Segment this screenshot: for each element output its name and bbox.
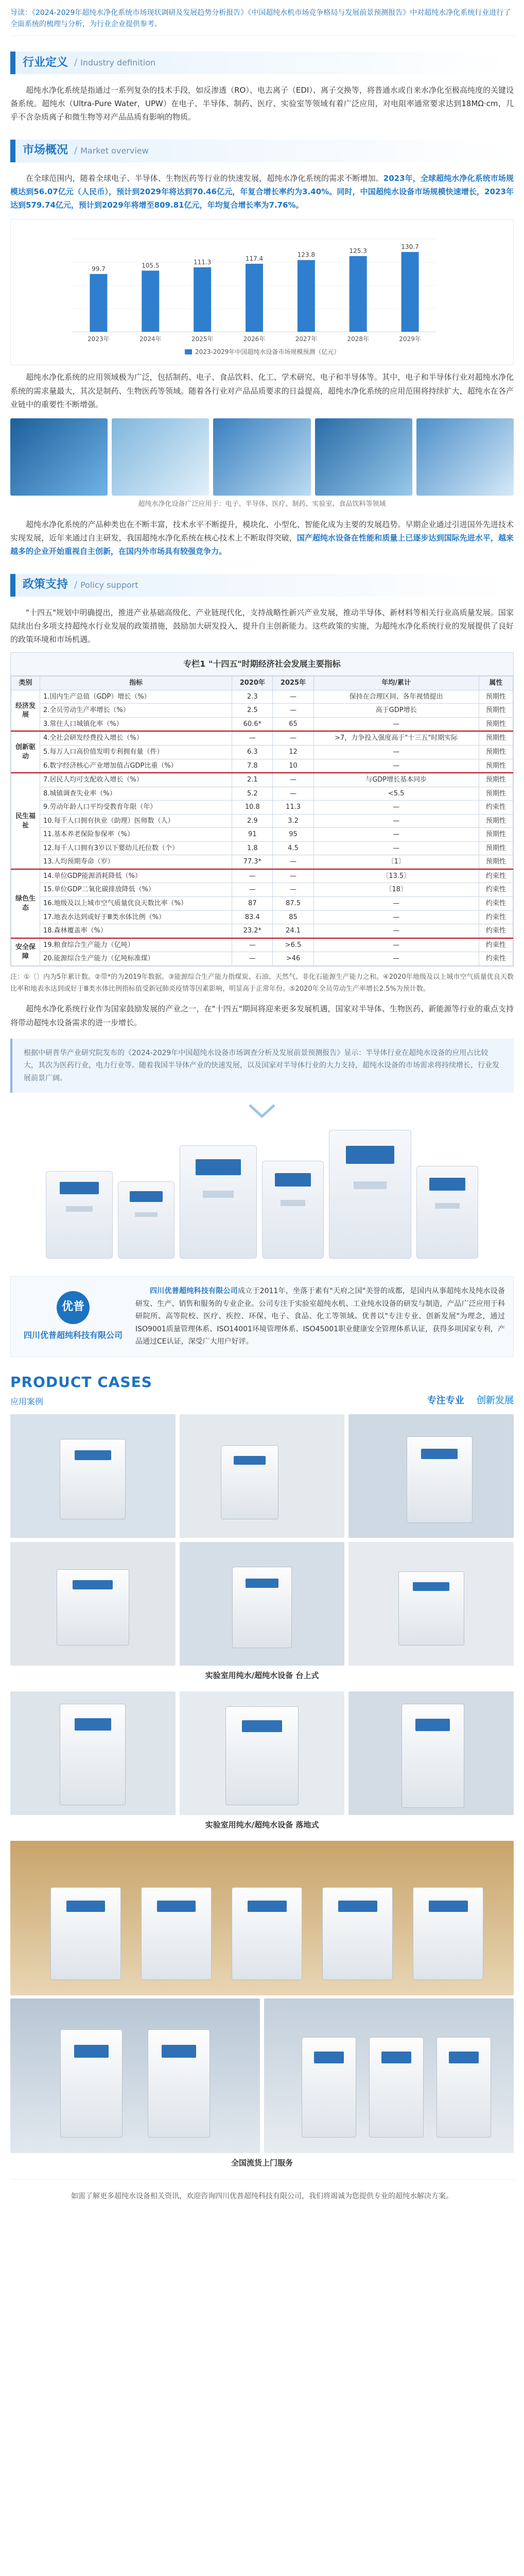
- case-photo: [10, 1691, 176, 1815]
- table-header-cell: 指标: [40, 676, 232, 690]
- section-header-policy: [10, 574, 514, 597]
- table-cell: —: [273, 690, 313, 704]
- cases-header: [10, 1369, 514, 1409]
- company-intro: [10, 1276, 514, 1357]
- product-device: [46, 1171, 113, 1259]
- table-cell: 预期性: [479, 841, 513, 855]
- images-caption: 超纯水净化设备广泛应用于：电子、半导体、医疗、制药、实验室、食品饮料等领域: [138, 500, 386, 509]
- table-cell: —: [273, 787, 313, 801]
- table-cell: 〔13.5〕: [313, 869, 479, 883]
- table-cell: 13.人均预期寿命（岁）: [40, 855, 232, 869]
- delivery-photo: [10, 1998, 260, 2153]
- policy-paragraph-1: "十四五"规划中明确提出，推进产业基础高级化、产业链现代化，支持战略性新兴产业发展，推动半导体、新材料等相关行业高质量发展。国家陆续出台多项支持超纯水行业发展的政策措施，鼓励加大研发投入，提升自主创新能力。这些政策的实施，为超纯水净化系统行业的发展提供了良好的政策环境和市场机遇。: [10, 607, 514, 645]
- table-cell: —: [232, 731, 273, 745]
- product-device: [329, 1130, 411, 1259]
- table-cell: 23.2*: [232, 924, 273, 938]
- table-row: [11, 773, 513, 787]
- table-cell: 约束性: [479, 801, 513, 815]
- table-cell: —: [313, 841, 479, 855]
- product-device: [416, 1166, 478, 1259]
- table-cell: 87: [232, 897, 273, 911]
- table-cell: 91: [232, 828, 273, 842]
- case-gallery-benchtop: [10, 1414, 514, 1666]
- table-row: [11, 952, 513, 966]
- data-label: 117.4: [245, 255, 264, 263]
- application-image-lab: [112, 418, 209, 496]
- table-cell: 14.单位GDP能源消耗降低（%）: [40, 869, 232, 883]
- table-cell: 4.5: [273, 841, 313, 855]
- table-cell: —: [273, 773, 313, 787]
- company-name-inline: 四川优普超纯科技有限公司: [150, 1287, 238, 1296]
- bar-chart: [11, 224, 513, 363]
- section-title-cn: 市场概况: [23, 144, 68, 157]
- market-text: 在全球范围内，随着全球电子、半导体、生物医药等行业的快速发展，超纯水净化系统的需求不断增加。: [26, 173, 383, 183]
- table-category-cell: 民生福祉: [11, 773, 40, 869]
- table-header-cell: 2025年: [273, 676, 313, 690]
- section-bar: [10, 574, 15, 597]
- definition-paragraph: 超纯水净化系统是指通过一系列复杂的技术手段，如反渗透（RO）、电去离子（EDI）、离子交换等，将普通水或自来水净化至极高纯度的关键设备系统。超纯水（Ultra-Pure Water，UPW）在电子、半导体、制药、医疗、实验室等领域有着广泛应用，对电阻率通常要求达到18MΩ·cm，几乎不含杂质离子和微生物等对产品品质有影响的物质。: [10, 85, 514, 122]
- company-logo: [19, 1285, 127, 1348]
- chart-bar: [142, 271, 159, 332]
- table-cell: 1.8: [232, 841, 273, 855]
- table-row: [11, 855, 513, 869]
- legend-swatch: [185, 349, 192, 354]
- chart-bar: [350, 256, 367, 332]
- table-cell: 2.5: [232, 704, 273, 718]
- table-cell: 10: [273, 759, 313, 773]
- table-cell: 约束性: [479, 869, 513, 883]
- table-cell: —: [313, 952, 479, 966]
- table-category-cell: 经济发展: [11, 690, 40, 731]
- section-bar: [10, 140, 15, 162]
- product-device: [180, 1145, 257, 1259]
- table-cell: 约束性: [479, 952, 513, 966]
- table-cell: —: [273, 731, 313, 745]
- application-image-food: [416, 418, 514, 496]
- table-row: [11, 787, 513, 801]
- table-row: [11, 717, 513, 731]
- section-title-en: Market overview: [80, 145, 149, 156]
- table-cell: —: [273, 855, 313, 869]
- table-cell: 预期性: [479, 731, 513, 745]
- case-photo: [180, 1691, 345, 1815]
- table-header-cell: 属性: [479, 676, 513, 690]
- application-image-pharma: [213, 418, 310, 496]
- policy-paragraph-2: 超纯水净化系统行业作为国家鼓励发展的产业之一，在"十四五"期间将迎来更多发展机遇，国家对半导体、生物医药、新能源等行业的重点支持将带动超纯水设备需求的进一步增长。: [10, 1004, 514, 1027]
- table-row: [11, 759, 513, 773]
- table-cell: >6.5: [273, 938, 313, 952]
- section-title-cn: 行业定义: [23, 56, 68, 69]
- x-tick-label: 2027年: [295, 335, 318, 343]
- table-cell: —: [313, 828, 479, 842]
- market-highlight: 国产超纯水设备在性能和质量上已逐步达到国际先进水平，越来越多的企业开始重视自主创新，在国内外市场具有较强竞争力。: [10, 533, 514, 556]
- product-device: [262, 1161, 324, 1259]
- table-cell: 预期性: [479, 787, 513, 801]
- table-cell: 2.1: [232, 773, 273, 787]
- gallery-caption: 全国流货上门服务: [231, 2158, 293, 2168]
- table-cell: —: [313, 745, 479, 759]
- table-cell: —: [232, 883, 273, 897]
- table-row: [11, 704, 513, 718]
- table-cell: 7.居民人均可支配收入增长（%）: [40, 773, 232, 787]
- chart-bar: [298, 260, 315, 332]
- table-cell: 19.粮食综合生产能力（亿吨）: [40, 938, 232, 952]
- table-cell: —: [313, 897, 479, 911]
- table-cell: 6.数字经济核心产业增加值占GDP比重（%）: [40, 759, 232, 773]
- table-cell: 6.3: [232, 745, 273, 759]
- table-body: [11, 690, 513, 965]
- table-cell: —: [313, 910, 479, 924]
- delivery-gallery: [10, 1998, 514, 2153]
- table-cell: 77.3*: [232, 855, 273, 869]
- table-cell: 2.全员劳动生产率增长（%）: [40, 704, 232, 718]
- gallery-caption: 实验室用纯水/超纯水设备 台上式: [205, 1670, 319, 1680]
- section-title-en: Industry definition: [80, 57, 156, 67]
- table-row: [11, 910, 513, 924]
- footer-text: 如需了解更多超纯水设备相关资讯，欢迎咨询四川优普超纯科技有限公司，我们将竭诚为您提供专业的超纯水解决方案。: [10, 2179, 514, 2218]
- table-category-cell: 绿色生态: [11, 869, 40, 938]
- table-cell: 12.每千人口拥有3岁以下婴幼儿托位数（个）: [40, 841, 232, 855]
- table-cell: 预期性: [479, 745, 513, 759]
- table-cell: 4.全社会研发经费投入增长（%）: [40, 731, 232, 745]
- table-cell: 9.劳动年龄人口平均受教育年限（年）: [40, 801, 232, 815]
- chart-bar: [90, 274, 107, 332]
- table-row: [11, 801, 513, 815]
- table-cell: 〔18〕: [313, 883, 479, 897]
- table-header-cell: 类别: [11, 676, 40, 690]
- company-desc-text: 成立于2011年，坐落于素有"天府之国"美誉的成都，是国内从事超纯水及纯水设备研发、生产、销售和服务的专业企业。公司专注于实验室超纯水机、工业纯水设备的研发与制造，产品广泛应用于科研院所、高等院校、医疗、疾控、环保、电子、食品、化工等领域。优普以"专注专业、创新发展"为理念，通过ISO9001质量管理体系、ISO14001环境管理体系、ISO45001职业健康安全管理体系认证，获得多项国家专利，产品通过CE认证，深受广大用户好评。: [135, 1287, 505, 1346]
- case-photo: [348, 1414, 514, 1538]
- data-label: 105.5: [142, 262, 160, 269]
- table-cell: —: [313, 801, 479, 815]
- table-cell: 24.1: [273, 924, 313, 938]
- x-tick-label: 2025年: [191, 335, 214, 343]
- table-cell: 与GDP增长基本同步: [313, 773, 479, 787]
- cases-title-cn: 应用案例: [10, 1396, 44, 1406]
- cases-title-en: PRODUCT CASES: [10, 1373, 152, 1391]
- table-row: [11, 690, 513, 704]
- case-photo: [180, 1414, 345, 1538]
- table-cell: 5.2: [232, 787, 273, 801]
- table-cell: 5.每万人口高价值发明专利拥有量（件）: [40, 745, 232, 759]
- table-row: [11, 828, 513, 842]
- table-cell: 7.8: [232, 759, 273, 773]
- table-cell: 约束性: [479, 910, 513, 924]
- table-cell: 预期性: [479, 855, 513, 869]
- legend-label: 2023-2029年中国超纯水设备市场规模预测（亿元）: [195, 348, 340, 356]
- table-note: 注：①〔〕内为5年累计数。②带*的为2019年数据。③能源综合生产能力指煤炭、石油、天然气、非化石能源生产能力之和。④2020年地级及以上城市空气质量优良天数比率和地表水达到或好于Ⅲ类水体比例指标值受新冠肺炎疫情等因素影响，明显高于正常年份。⑤2020年全员劳动生产率增长2.5%为预计数。: [10, 973, 514, 993]
- table-cell: —: [313, 759, 479, 773]
- table-cell: 83.4: [232, 910, 273, 924]
- table-cell: —: [313, 717, 479, 731]
- section-divider-icon: /: [74, 145, 78, 156]
- company-name: 四川优普超纯科技有限公司: [23, 1330, 123, 1340]
- table-row: [11, 883, 513, 897]
- table-row: [11, 938, 513, 952]
- table-category-cell: 安全保障: [11, 938, 40, 966]
- data-label: 111.3: [193, 259, 212, 266]
- table-cell: —: [313, 814, 479, 828]
- table-cell: 85: [273, 910, 313, 924]
- table-cell: —: [313, 938, 479, 952]
- chart-bar: [401, 252, 419, 332]
- market-paragraph-1: [10, 172, 514, 212]
- case-photo: [10, 1414, 176, 1538]
- data-label: 99.7: [92, 265, 106, 273]
- table-cell: 3.2: [273, 814, 313, 828]
- table-cell: 高于GDP增长: [313, 704, 479, 718]
- section-header-definition: [10, 52, 514, 74]
- cases-slogans: [418, 1393, 514, 1409]
- table-cell: —: [273, 883, 313, 897]
- table-cell: 约束性: [479, 938, 513, 952]
- slogan: 创新发展: [477, 1395, 514, 1406]
- table-cell: 预期性: [479, 773, 513, 787]
- section-divider-icon: /: [74, 579, 78, 590]
- slogan: 专注专业: [427, 1395, 464, 1406]
- section-divider-icon: /: [74, 57, 78, 69]
- table-cell: 1.国内生产总值（GDP）增长（%）: [40, 690, 232, 704]
- table-cell: 18.森林覆盖率（%）: [40, 924, 232, 938]
- market-paragraph-2: 超纯水净化系统的应用领域极为广泛，包括制药、电子、食品饮料、化工、学术研究、电子和半导体等。其中，电子和半导体行业对超纯水净化系统的需求量最大，其次是制药、生物医药等领域。随着各行业对产品品质要求的日益提高，超纯水净化系统的应用范围将持续扩大，超纯水在各产业链中的重要性不断增强。: [10, 372, 514, 409]
- table-category-cell: 创新驱动: [11, 731, 40, 773]
- table-cell: 8.城镇调查失业率（%）: [40, 787, 232, 801]
- research-quote: 根据中研普华产业研究院发布的《2024-2029年中国超纯水设备市场调查分析及发展前景预测报告》显示：半导体行业在超纯水设备的应用占比较大，其次为医药行业，电力行业等。随着我国半导体产业的快速发展，以及国家对半导体行业的大力支持，超纯水设备的市场需求将持续增长，行业发展前景广阔。: [10, 1039, 514, 1093]
- data-label: 130.7: [401, 243, 419, 251]
- table-cell: 65: [273, 717, 313, 731]
- table-cell: 约束性: [479, 883, 513, 897]
- table-row: [11, 924, 513, 938]
- table-cell: 2.3: [232, 690, 273, 704]
- market-paragraph-3: [10, 518, 514, 558]
- product-lineup: [10, 1125, 514, 1269]
- table-cell: 3.常住人口城镇化率（%）: [40, 717, 232, 731]
- table-title: 专栏1 "十四五"时期经济社会发展主要指标: [11, 653, 513, 676]
- table-cell: 11.3: [273, 801, 313, 815]
- table-row: [11, 841, 513, 855]
- section-header-market: [10, 140, 514, 162]
- table-cell: 87.5: [273, 897, 313, 911]
- table-cell: 16.地级及以上城市空气质量优良天数比率（%）: [40, 897, 232, 911]
- gallery-caption: 实验室用纯水/超纯水设备 落地式: [205, 1820, 319, 1830]
- table-cell: 20.能源综合生产能力（亿吨标准煤）: [40, 952, 232, 966]
- data-label: 125.3: [349, 247, 367, 255]
- company-description: [135, 1285, 505, 1348]
- table-cell: 预期性: [479, 690, 513, 704]
- section-bar: [10, 52, 15, 74]
- case-photo: [348, 1542, 514, 1666]
- x-tick-label: 2026年: [243, 335, 266, 343]
- table-cell: >46: [273, 952, 313, 966]
- data-label: 123.8: [297, 251, 316, 259]
- table-cell: —: [232, 952, 273, 966]
- table-cell: 95: [273, 828, 313, 842]
- table-row: [11, 814, 513, 828]
- table-cell: 15.单位GDP二氧化碳排放降低（%）: [40, 883, 232, 897]
- table-cell: —: [273, 704, 313, 718]
- product-device: [118, 1181, 174, 1259]
- table-row: [11, 869, 513, 883]
- delivery-photo: [264, 1998, 514, 2153]
- market-highlight: 2023年，全球超纯水净化系统市场规模达到56.07亿元（人民币），预计到2029年将达到70.46亿元，年复合增长率约为3.40%。同时，中国超纯水设备市场规模快速增长，2023年达到579.74亿元，预计到2029年将增至809.81亿元，年均复合增长率为7.76%。: [10, 173, 514, 210]
- case-photo: [348, 1691, 514, 1815]
- table-cell: —: [232, 869, 273, 883]
- logo-mark: 优普: [57, 1291, 90, 1324]
- table-cell: 12: [273, 745, 313, 759]
- case-photo: [180, 1542, 345, 1666]
- case-gallery-floor: [10, 1691, 514, 1815]
- table-cell: 11.基本养老保险参保率（%）: [40, 828, 232, 842]
- chart-bar: [194, 267, 211, 332]
- chart-bar: [246, 264, 263, 332]
- table-cell: >7，力争投入强度高于"十三五"时期实际: [313, 731, 479, 745]
- table-cell: 预期性: [479, 814, 513, 828]
- indicator-table: [10, 652, 514, 966]
- x-tick-label: 2029年: [399, 335, 421, 343]
- x-tick-label: 2023年: [88, 335, 110, 343]
- chevron-down-icon: [10, 1103, 514, 1118]
- market-text: 超纯水净化系统的产品种类也在不断丰富，技术水平不断提升，模块化、小型化、智能化成为主要的发展趋势。早期企业通过引进国外先进技术实现发展，近年来通过自主研发，我国超纯水净化系统在核心技术上不断取得突破，: [10, 519, 514, 543]
- table-cell: 预期性: [479, 828, 513, 842]
- table-cell: <5.5: [313, 787, 479, 801]
- table-cell: —: [273, 869, 313, 883]
- delivery-photo-1: [10, 1841, 514, 1995]
- application-images: [10, 418, 514, 496]
- table-cell: —: [232, 938, 273, 952]
- table-cell: 〔1〕: [313, 855, 479, 869]
- table-cell: 60.6*: [232, 717, 273, 731]
- table-cell: 17.地表水达到或好于Ⅲ类水体比例（%）: [40, 910, 232, 924]
- table-cell: 保持在合理区间、各年视情提出: [313, 690, 479, 704]
- case-photo: [10, 1542, 176, 1666]
- table-cell: 预期性: [479, 759, 513, 773]
- table-cell: 约束性: [479, 924, 513, 938]
- x-tick-label: 2028年: [347, 335, 369, 343]
- table-header-cell: 2020年: [232, 676, 273, 690]
- application-image-chip: [10, 418, 108, 496]
- table-header-row: [11, 676, 513, 690]
- table-cell: 约束性: [479, 897, 513, 911]
- x-tick-label: 2024年: [139, 335, 162, 343]
- section-title-cn: 政策支持: [23, 578, 68, 591]
- table-row: [11, 745, 513, 759]
- table-header-cell: 年均/累计: [313, 676, 479, 690]
- table-cell: 10.8: [232, 801, 273, 815]
- table-cell: —: [313, 924, 479, 938]
- table-cell: 2.9: [232, 814, 273, 828]
- market-chart: [10, 219, 514, 365]
- table-cell: 预期性: [479, 717, 513, 731]
- intro-text: 导读：《2024-2029年超纯水净化系统市场现状调研及发展趋势分析报告》《中国超纯水机市场竞争格局与发展前景预测报告》中对超纯水净化系统行业进行了全面系统的梳理与分析，为行业企业提供参考。: [10, 0, 514, 36]
- table: [11, 676, 513, 965]
- table-cell: 10.每千人口拥有执业（助理）医师数（人）: [40, 814, 232, 828]
- application-image-medical: [315, 418, 412, 496]
- table-cell: 预期性: [479, 704, 513, 718]
- section-title-en: Policy support: [80, 580, 138, 590]
- table-row: [11, 897, 513, 911]
- table-row: [11, 731, 513, 745]
